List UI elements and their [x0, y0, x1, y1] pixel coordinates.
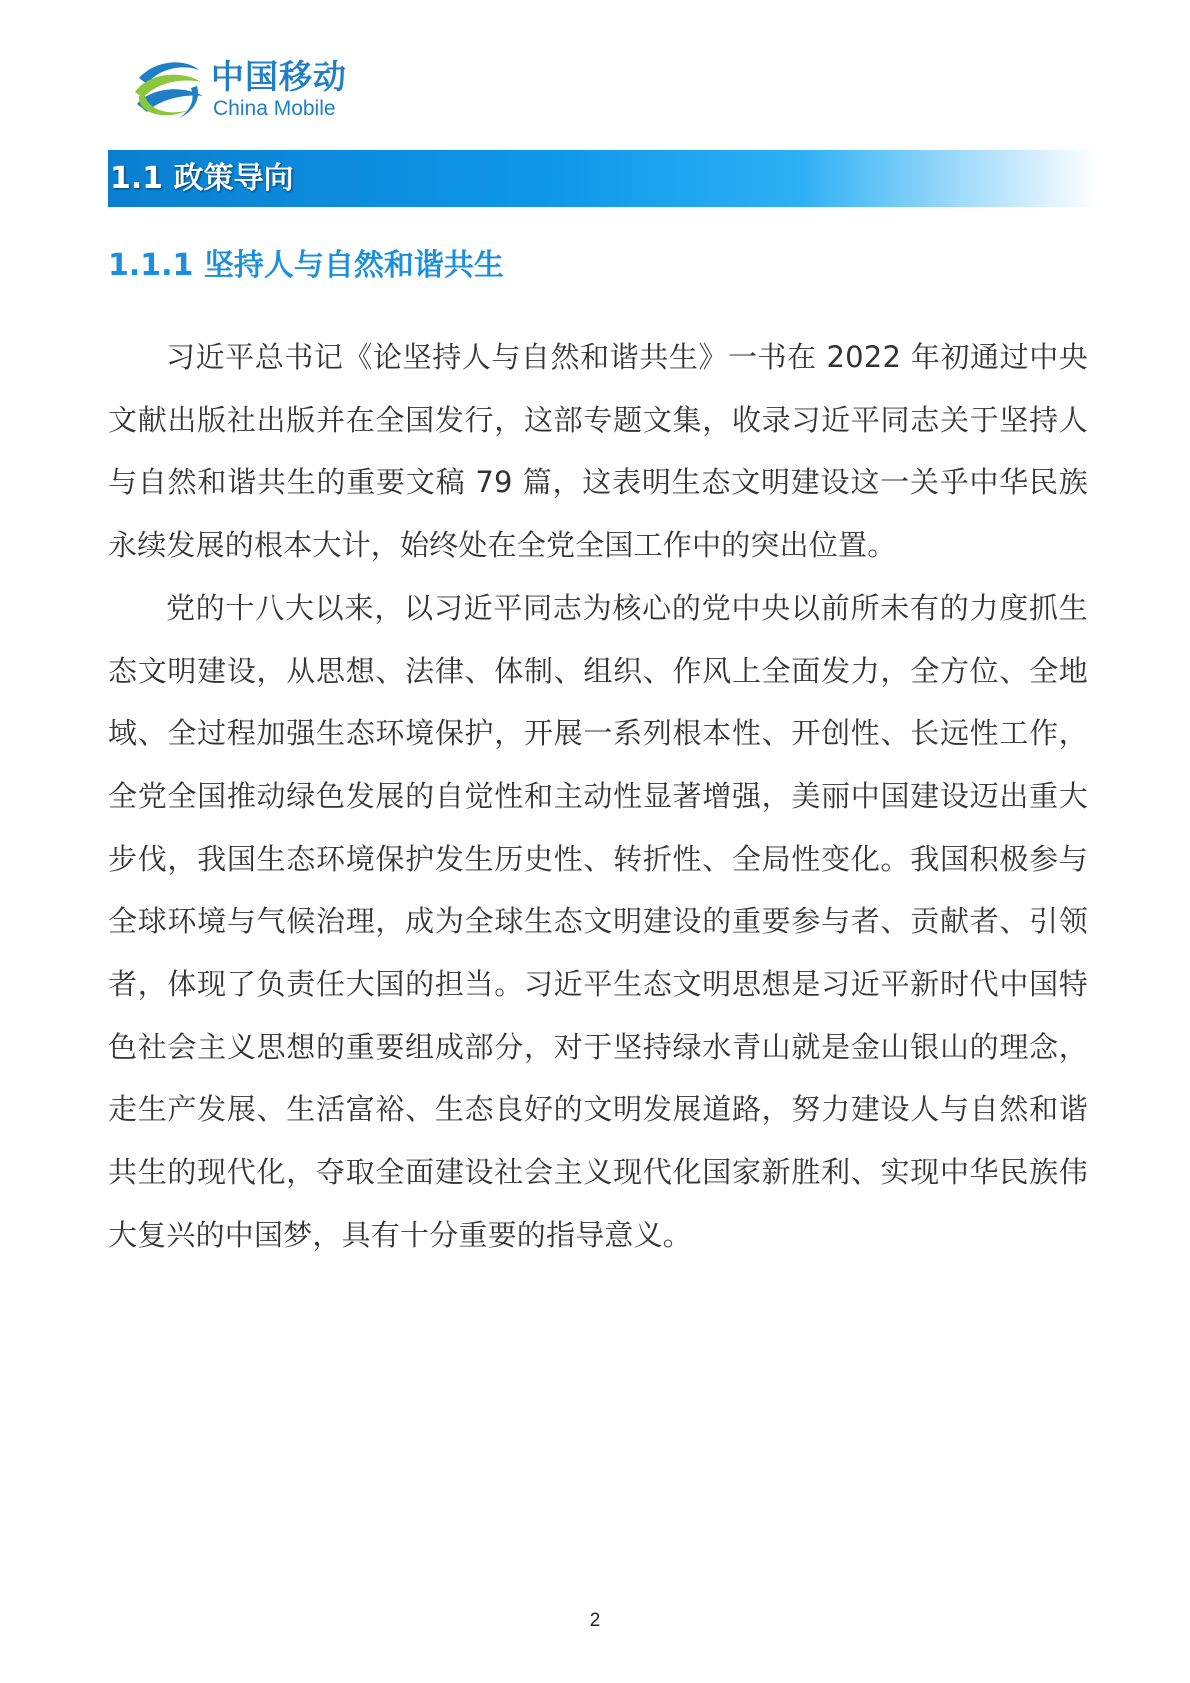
paragraph: 习近平总书记《论坚持人与自然和谐共生》一书在 2022 年初通过中央文献出版社出版并在全国发行，这部专题文集，收录习近平同志关于坚持人与自然和谐共生的重要文稿 79 篇，这表明生态文明建设这一关乎中华民族永续发展的根本大计，始终处在全党全国工作中的突出位置。 — [108, 340, 1088, 563]
paragraph: 党的十八大以来，以习近平同志为核心的党中央以前所未有的力度抓生态文明建设，从思想、法律、体制、组织、作风上全面发力，全方位、全地域、全过程加强生态环境保护，开展一系列根本性、开创性、长远性工作，全党全国推动绿色发展的自觉性和主动性显著增强，美丽中国建设迈出重大步伐，我国生态环境保护发生历史性、转折性、全局性变化。我国积极参与全球环境与气候治理，成为全球生态文明建设的重要参与者、贡献者、引领者，体现了负责任大国的担当。习近平生态文明思想是习近平新时代中国特色社会主义思想的重要组成部分，对于坚持绿水青山就是金山银山的理念，走生产发展、生活富裕、生态良好的文明发展道路，努力建设人与自然和谐共生的现代化，夺取全面建设社会主义现代化国家新胜利、实现中华民族伟大复兴的中国梦，具有十分重要的指导意义。 — [108, 590, 1088, 1252]
body-text — [108, 326, 1088, 1267]
logo-chinese-name: 中国移动 — [211, 57, 347, 96]
china-mobile-logo — [133, 56, 363, 128]
section-heading-bar — [108, 150, 1098, 207]
section-title: 1.1 政策导向 — [110, 161, 294, 196]
logo-english-name: China Mobile — [213, 97, 336, 120]
subsection-title: 1.1.1 坚持人与自然和谐共生 — [108, 248, 504, 283]
page-number: 2 — [589, 1610, 601, 1631]
china-mobile-logo-icon — [133, 56, 205, 122]
